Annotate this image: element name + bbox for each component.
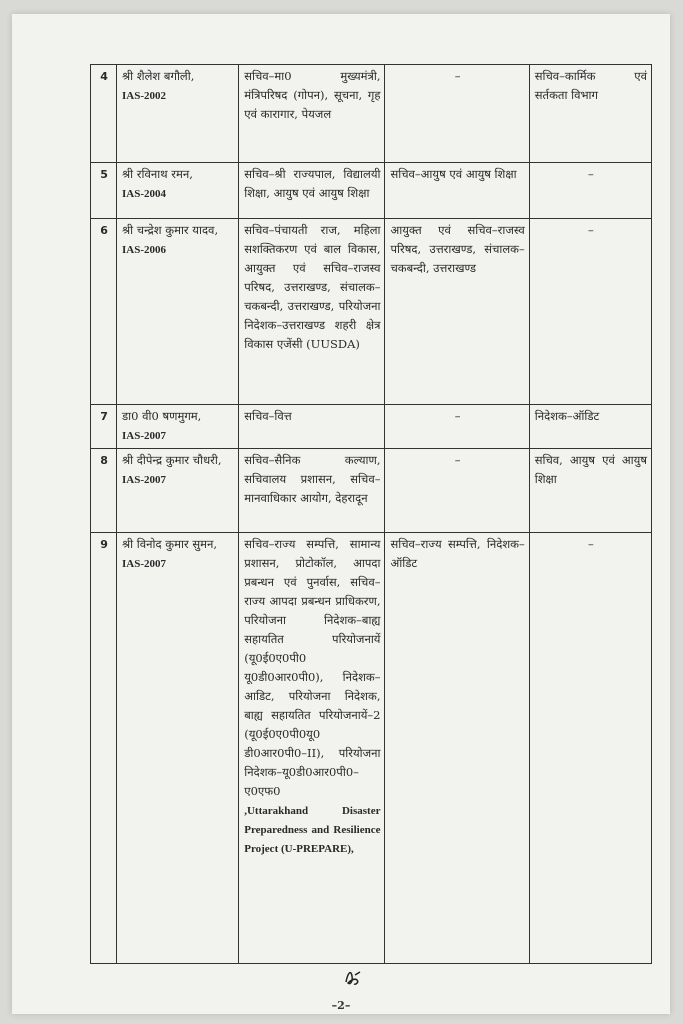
- officer-name-cell: [117, 449, 239, 533]
- table-row: [91, 65, 652, 163]
- ias-batch: IAS-2002: [122, 90, 167, 102]
- current-posting: सचिव–राज्य सम्पत्ति, सामान्य प्रशासन, प्रोटोकॉल, आपदा प्रबन्धन एवं पुनर्वास, सचिव–राज्य आपदा प्रबन्धन प्राधिकरण, परियोजना निदेशक–बाह्य सहायतित परियोजनायें (यू0ई0ए0पी0 यू0डी0आर0पी0), निदेशक–आडिट, परियोजना निदेशक, बाह्य सहायतित परियोजनायें–2 (यू0ई0ए0पी0यू0 डी0आर0पी0–II), परियोजना निदेशक–यू0डी0आर0पी0–ए0एफ0: [244, 537, 381, 798]
- officer-name-cell: [117, 163, 239, 219]
- page-number: –2–: [331, 999, 351, 1012]
- current-posting-english: ,Uttarakhand Disaster Preparedness and Resilience Project (U-PREPARE),: [244, 805, 381, 855]
- officer-name-cell: [117, 219, 239, 405]
- table-row: [91, 449, 652, 533]
- new-posting: सचिव, आयुष एवं आयुष शिक्षा: [529, 449, 651, 533]
- current-posting: सचिव–मा0 मुख्यमंत्री, मंत्रिपरिषद (गोपन), सूचना, गृह एवं कारागार, पेयजल: [239, 65, 385, 163]
- posting-relieved: –: [385, 449, 529, 533]
- current-posting: सचिव–सैनिक कल्याण, सचिवालय प्रशासन, सचिव–मानवाधिकार आयोग, देहरादून: [239, 449, 385, 533]
- officer-name-cell: [117, 65, 239, 163]
- posting-relieved: आयुक्त एवं सचिव–राजस्व परिषद, उत्तराखण्ड, संचालक–चकबन्दी, उत्तराखण्ड: [385, 219, 529, 405]
- current-posting: सचिव–पंचायती राज, महिला सशक्तिकरण एवं बाल विकास, आयुक्त एवं सचिव–राजस्व परिषद, उत्तराखण्ड, संचालक–चकबन्दी, उत्तराखण्ड, परियोजना निदेशक–उत्तराखण्ड शहरी क्षेत्र विकास एजेंसी (UUSDA): [239, 219, 385, 405]
- serial-number: 9: [91, 533, 117, 964]
- serial-number: 8: [91, 449, 117, 533]
- document-page: [12, 14, 670, 1014]
- serial-number: 6: [91, 219, 117, 405]
- ias-batch: IAS-2006: [122, 244, 167, 256]
- officer-name: श्री विनोद कुमार सुमन,: [122, 537, 218, 551]
- new-posting: निदेशक–ऑडिट: [529, 405, 651, 449]
- current-posting: सचिव–श्री राज्यपाल, विद्यालयी शिक्षा, आयुष एवं आयुष शिक्षा: [239, 163, 385, 219]
- officer-name: श्री चन्द्रेश कुमार यादव,: [122, 223, 219, 237]
- serial-number: 7: [91, 405, 117, 449]
- signature-initial: [342, 966, 364, 988]
- officer-name: श्री शैलेश बगौली,: [122, 69, 195, 83]
- officer-name: श्री रविनाथ रमन,: [122, 167, 193, 181]
- table-row: [91, 219, 652, 405]
- serial-number: 5: [91, 163, 117, 219]
- officer-name: श्री दीपेन्द्र कुमार चौधरी,: [122, 453, 222, 467]
- table-row: [91, 405, 652, 449]
- new-posting: –: [529, 219, 651, 405]
- new-posting: –: [529, 163, 651, 219]
- posting-relieved: सचिव–राज्य सम्पत्ति, निदेशक–ऑडिट: [385, 533, 529, 964]
- officer-postings-table: [90, 64, 652, 964]
- officer-name: डा0 वी0 षणमुगम,: [122, 409, 202, 423]
- ias-batch: IAS-2004: [122, 188, 167, 200]
- ias-batch: IAS-2007: [122, 474, 167, 486]
- new-posting: –: [529, 533, 651, 964]
- posting-relieved: –: [385, 65, 529, 163]
- table-row: [91, 163, 652, 219]
- ias-batch: IAS-2007: [122, 430, 167, 442]
- serial-number: 4: [91, 65, 117, 163]
- officer-name-cell: [117, 533, 239, 964]
- new-posting: सचिव–कार्मिक एवं सर्तकता विभाग: [529, 65, 651, 163]
- current-posting-cell: [239, 533, 385, 964]
- ias-batch: IAS-2007: [122, 558, 167, 570]
- current-posting: सचिव–वित्त: [239, 405, 385, 449]
- table-row: [91, 533, 652, 964]
- posting-relieved: सचिव–आयुष एवं आयुष शिक्षा: [385, 163, 529, 219]
- posting-relieved: –: [385, 405, 529, 449]
- officer-name-cell: [117, 405, 239, 449]
